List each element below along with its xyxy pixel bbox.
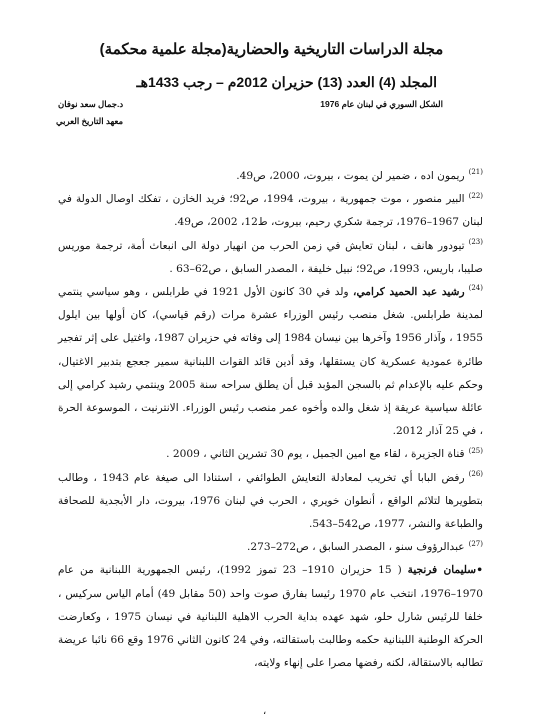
footnote-number: (25) <box>468 446 483 455</box>
footnote <box>58 536 483 559</box>
footnote <box>58 165 483 188</box>
footnote-text: ريمون اده ، ضمير لن يموت ، بيروت، 2000، ص49. <box>236 170 465 182</box>
footnote-text: رفض البابا أي تخريب لمعادلة التعايش الطوائفي ، استنادا الى صيغة عام 1943 ، وطالب بتطويرها لتلائم الواقع ، أنطوان خويري ، الحرب في لبنان 1976، بيروت، دار الأبجدية للصحافة والطباعة والنشر، 1977، ص542–543. <box>58 471 483 531</box>
footnote-text: البير منصور ، موت جمهورية ، بيروت، 1994، ص92؛ فريد الخازن ، تفكك اوصال الدولة في لبنان 1967–1976، ترجمة شكري رحيم، بيروت، ط12، 2002، ص49. <box>58 193 483 229</box>
bullet-entry <box>58 559 483 675</box>
journal-title: مجلة الدراسات التاريخية والحضارية(مجلة علمية محكمة) <box>99 41 444 58</box>
footnote <box>58 235 483 281</box>
bullet-marker: • <box>476 564 483 577</box>
footnotes-body <box>58 165 483 675</box>
footnote-number: (26) <box>468 470 484 479</box>
footnote-number: (27) <box>468 539 483 548</box>
footnote-text: ولد في 30 كانون الأول 1921 في طرابلس ، وهو سياسي ينتمي لمدينة طرابلس. شغل منصب رئيس الوزراء عشرة مرات (رقم قياسي)، كان أولها بين ايلول 1955 ، وآذار 1956 وآخرها بين نيسان 1984 إلى وفاته في حزيران 1987، واغتيل على إثر تفجير طائرة عمودية عسكرية كان يستقلها، وقد أدين قائد القوات اللبنانية سمير جعجع بتدبير الاغتيال، وحكم عليه بالإعدام ثم بالسجن المؤبد قبل أن يطلق سراحه سنة 2005 وينتمي رشيد كرامي إلى عائلة سياسية عريقة إذ شغل والده وأخوه عمر منصب رئيس الوزراء. الانترنيت ، الموسوعة الحرة ، في 25 آذار 2012. <box>58 286 483 438</box>
footnote <box>58 188 483 234</box>
bullet-text: ( 15 حزيران 1910– 23 تموز 1992)، رئيس الجمهورية اللبنانية من عام 1970–1976، انتخب عام 1970 رئيسا بفارق صوت واحد (50 مقابل 49) أمام الياس سركيس ، خلفا للرئيس شارل حلو، شهد عهده بداية الحرب الاهلية اللبنانية في نيسان 1975 ، وكعارضت الحركة الوطنية اللبنانية حكمه وطالبت باستقالته، وفي 24 كانون الثاني 1976 وقع 66 نائبا عريضة تطالبه بالاستقالة، لكنه رفضها مصرا على إنهاء ولايته، <box>58 564 484 670</box>
footnote-number: (23) <box>468 238 483 247</box>
page-mark: ، <box>263 706 267 717</box>
footnote <box>58 281 483 443</box>
footnote-text: عبدالرؤوف سنو ، المصدر السابق ، ص272–273. <box>246 541 465 554</box>
author-institute: معهد التاريخ العربي <box>56 116 124 126</box>
footnote-number: (21) <box>468 168 483 177</box>
footnote-text: قناة الجزيرة ، لقاء مع امين الجميل ، يوم 30 تشرين الثاني ، 2009 . <box>166 448 465 461</box>
author-name: د.جمال سعد نوفان <box>58 99 124 109</box>
footnote <box>58 443 483 466</box>
bullet-lead: سليمان فرنجية <box>407 564 477 577</box>
article-topic: الشكل السوري في لبنان عام 1976 <box>320 99 443 109</box>
footnote-number: (24) <box>468 284 483 293</box>
footnote-lead: رشيد عبد الحميد كرامي، <box>353 286 465 299</box>
footnote <box>58 467 483 537</box>
issue-line: المجلد (4) العدد (13) حزيران 2012م – رجب 1433هـ <box>136 74 437 90</box>
footnote-text: تيودور هانف ، لبنان تعايش في زمن الحرب من انهيار دولة الى انبعاث أمة، ترجمة موريس صليبا، باريس، 1993، ص92؛ نبيل خليفة ، المصدر السابق ، ص62–63 . <box>58 239 483 275</box>
footnote-number: (22) <box>468 191 484 200</box>
